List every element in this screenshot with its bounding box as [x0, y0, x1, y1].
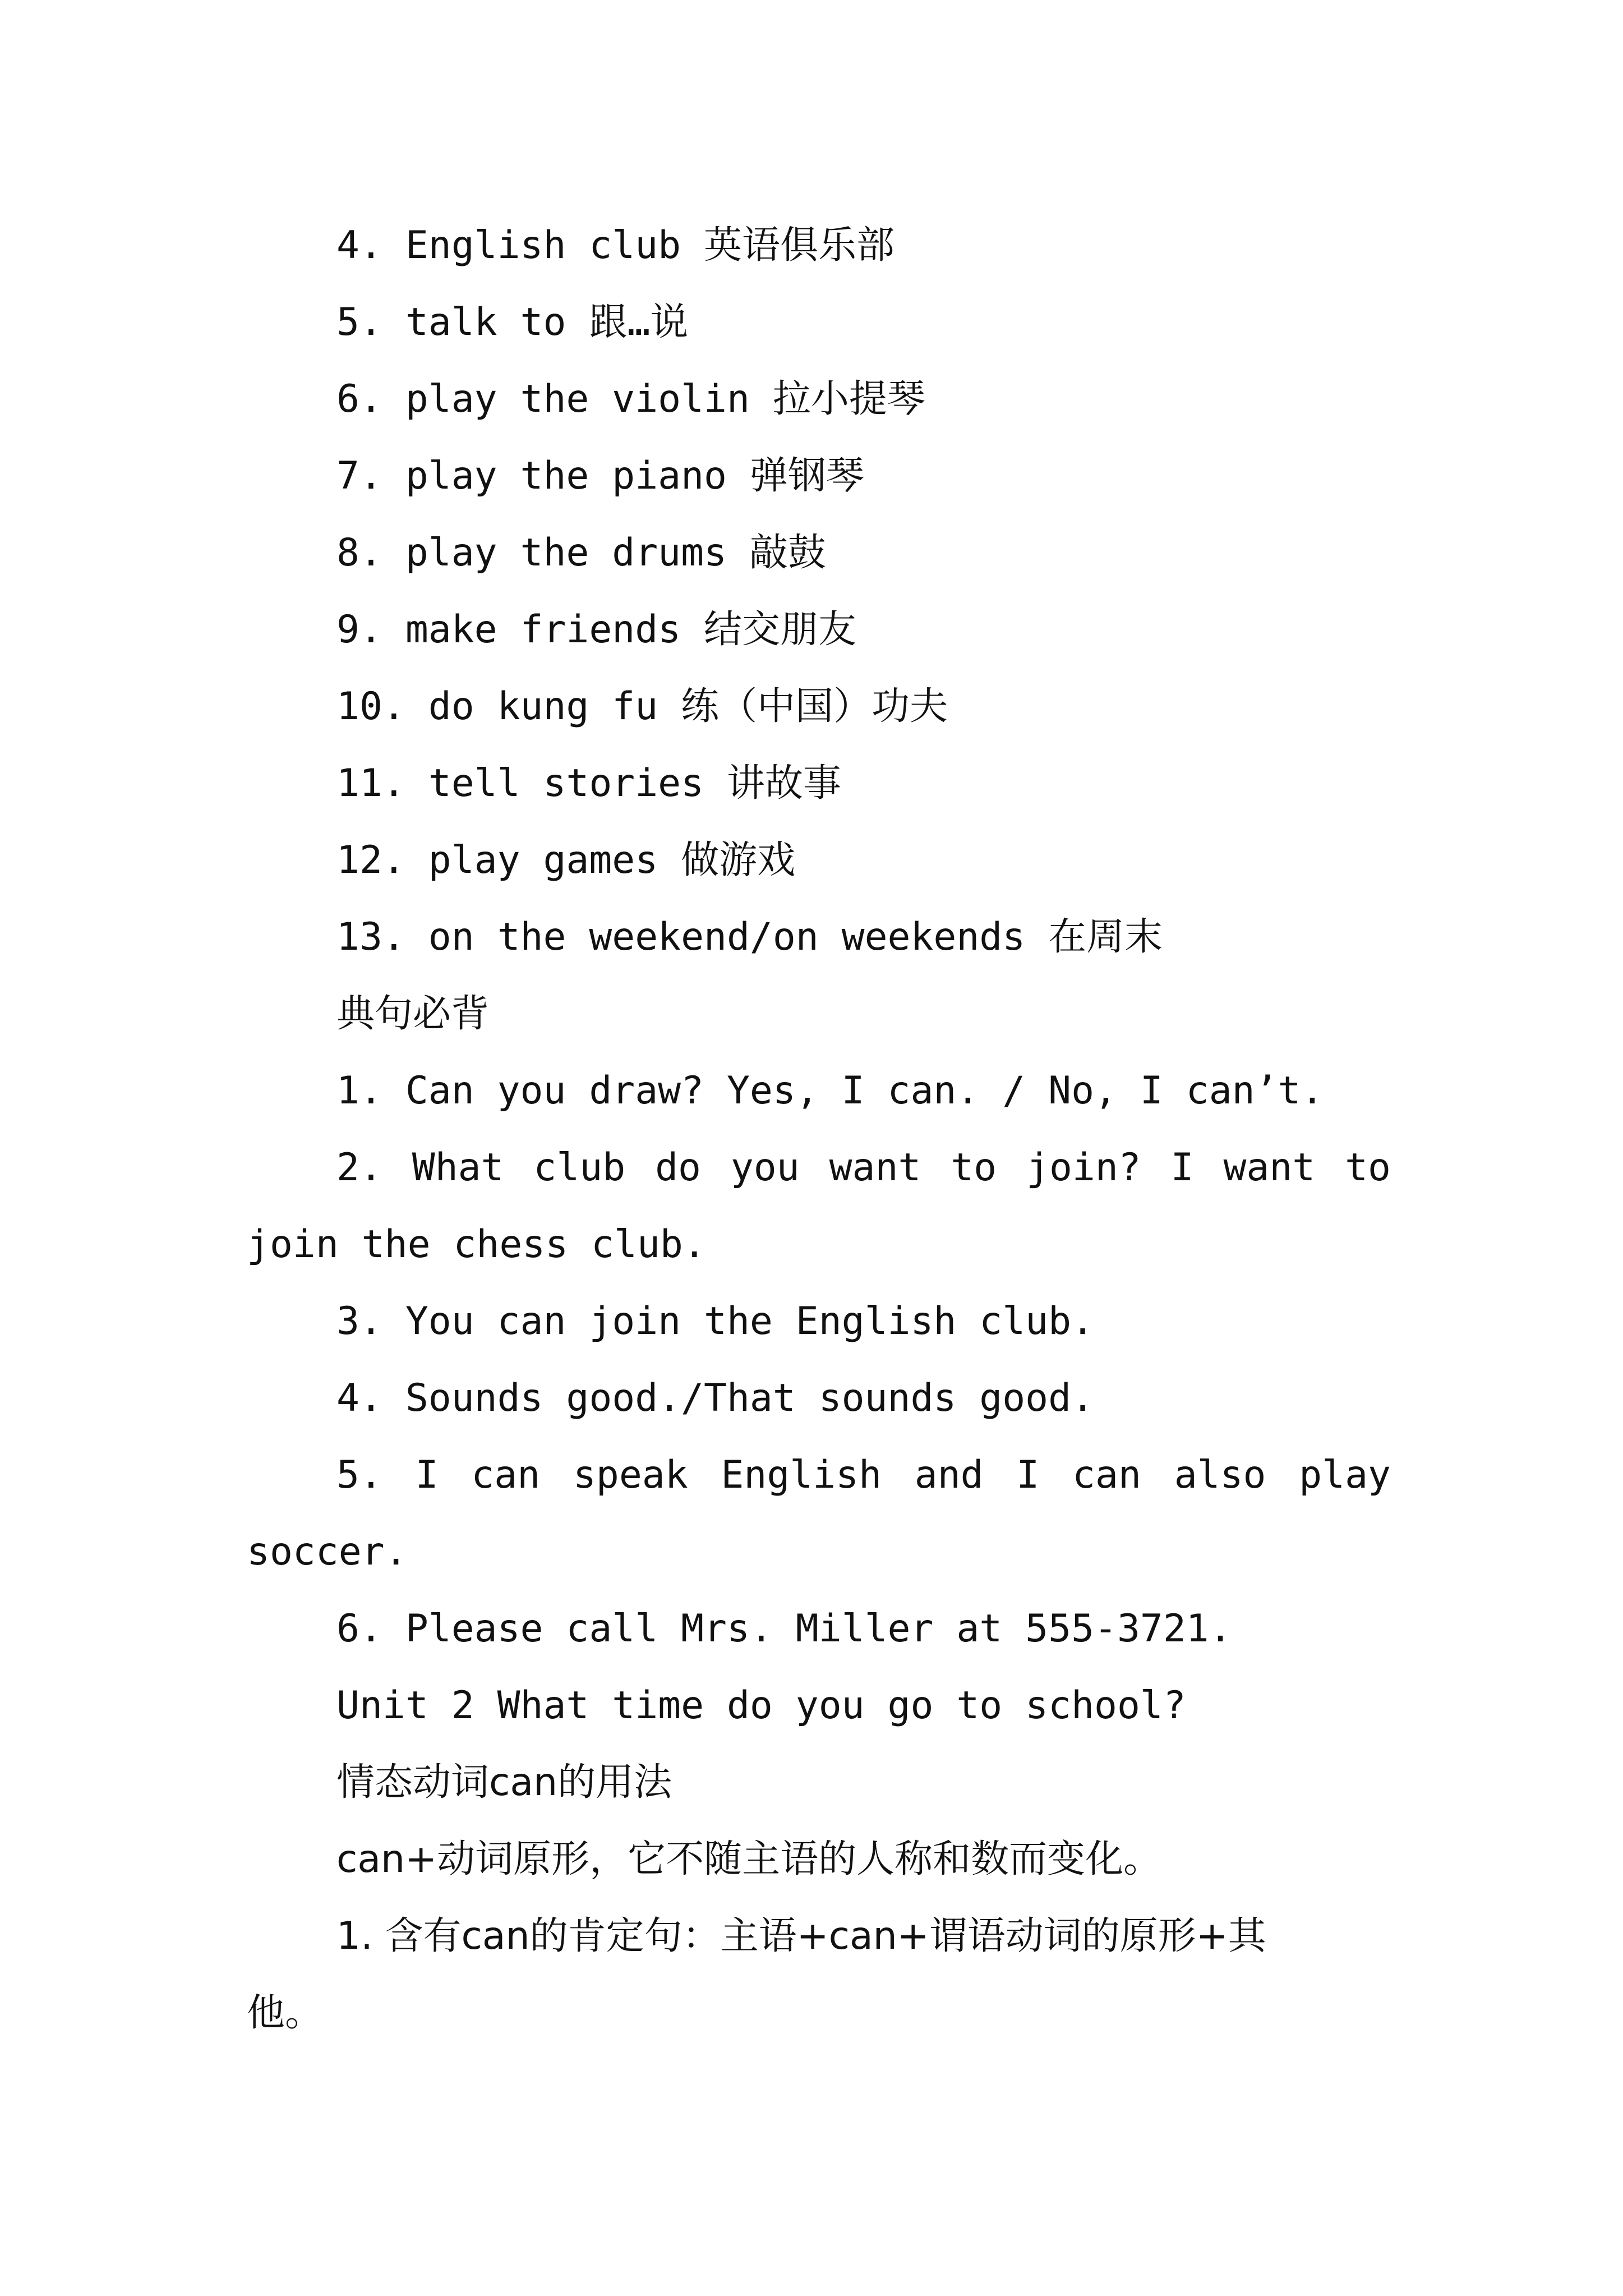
sentence-5: 5. I can speak English and I can also play [336, 1453, 1391, 1497]
vocab-item-10: 10. do kung fu 练（中国）功夫 [336, 684, 948, 729]
sentence-3: 3. You can join the English club. [336, 1299, 1095, 1343]
sentence-4: 4. Sounds good./That sounds good. [336, 1376, 1095, 1420]
vocab-item-9: 9. make friends 结交朋友 [336, 608, 857, 652]
section-heading-key-sentences: 典句必背 [336, 992, 490, 1036]
grammar-point-1: 1. 含有can的肯定句：主语+can+谓语动词的原形+其 [336, 1914, 1266, 1958]
grammar-heading: 情态动词can的用法 [336, 1760, 672, 1805]
vocab-item-8: 8. play the drums 敲鼓 [336, 531, 826, 575]
sentence-1: 1. Can you draw? Yes, I can. / No, I can’t. [336, 1069, 1324, 1113]
sentence-2-continued: join the chess club. [247, 1222, 706, 1267]
grammar-rule: can+动词原形，它不随主语的人称和数而变化。 [336, 1837, 1162, 1881]
vocab-item-5: 5. talk to 跟…说 [336, 300, 689, 344]
unit-2-heading: Unit 2 What time do you go to school? [336, 1683, 1186, 1728]
sentence-5-continued: soccer. [247, 1530, 408, 1574]
vocab-item-12: 12. play games 做游戏 [336, 838, 796, 882]
vocab-item-11: 11. tell stories 讲故事 [336, 761, 841, 806]
sentence-6: 6. Please call Mrs. Miller at 555-3721. [336, 1607, 1232, 1651]
vocab-item-13: 13. on the weekend/on weekends 在周末 [336, 915, 1163, 959]
vocab-item-6: 6. play the violin 拉小提琴 [336, 377, 925, 421]
sentence-2: 2. What club do you want to join? I want to [336, 1145, 1391, 1190]
vocab-item-4: 4. English club 英语俱乐部 [336, 223, 895, 268]
grammar-point-1-continued: 他。 [247, 1991, 324, 2035]
vocab-item-7: 7. play the piano 弹钢琴 [336, 454, 864, 498]
